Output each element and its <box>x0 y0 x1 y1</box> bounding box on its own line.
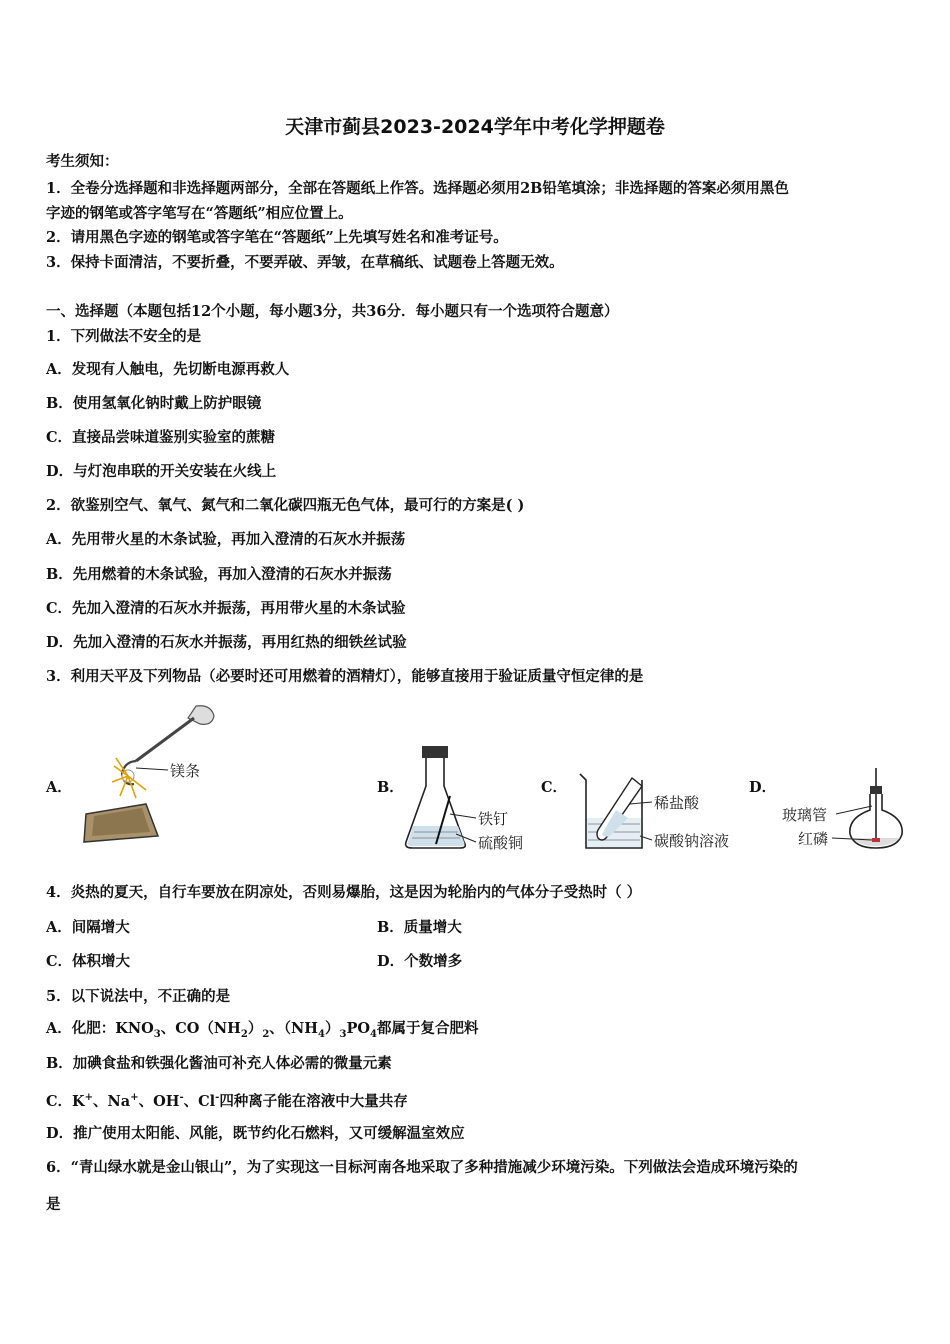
figure-d-flask <box>780 764 910 854</box>
figure-b-flask <box>400 742 550 854</box>
question-1-option-c: C．直接品尝味道鉴别实验室的蔗糖 <box>46 429 276 446</box>
question-5-option-d: D．推广使用太阳能、风能，既节约化石燃料，又可缓解温室效应 <box>46 1125 465 1142</box>
notice-item: 字迹的钢笔或答字笔写在“答题纸”相应位置上。 <box>46 205 353 222</box>
subscript: 2 <box>240 1028 248 1040</box>
figure-d-label: D． <box>749 779 777 796</box>
text: C．K <box>46 1092 85 1110</box>
label-magnesium-ribbon: 镁条 <box>170 762 201 780</box>
question-1-stem: 1．下列做法不安全的是 <box>46 328 202 345</box>
question-4-stem: 4．炎热的夏天，自行车要放在阴凉处，否则易爆胎，这是因为轮胎内的气体分子受热时（ ） <box>46 884 642 901</box>
question-3-stem: 3．利用天平及下列物品（必要时还可用燃着的酒精灯），能够直接用于验证质量守恒定律的是 <box>46 668 644 685</box>
label-glass-tube: 玻璃管 <box>782 806 828 824</box>
notice-item: 3．保持卡面清洁，不要折叠，不要弄破、弄皱，在草稿纸、试题卷上答题无效。 <box>46 254 564 271</box>
question-5-option-a <box>46 1019 916 1045</box>
figure-a-magnesium-burning <box>76 696 226 846</box>
subscript: 3 <box>339 1028 347 1040</box>
text: 、CO（NH <box>160 1020 241 1037</box>
question-1-option-d: D．与灯泡串联的开关安装在火线上 <box>46 463 277 480</box>
figure-c-label: C． <box>541 779 568 796</box>
subscript: 3 <box>153 1028 161 1040</box>
question-2-option-a: A．先用带火星的木条试验，再加入澄清的石灰水并振荡 <box>46 531 406 548</box>
question-1-option-b: B．使用氢氧化钠时戴上防护眼镜 <box>46 395 262 412</box>
question-4-option-d: D．个数增多 <box>377 953 463 970</box>
figure-b-label: B． <box>377 779 404 796</box>
text: 四种离子能在溶液中大量共存 <box>219 1092 408 1110</box>
text: PO <box>346 1020 370 1037</box>
question-5-option-c <box>46 1088 916 1112</box>
label-iron-nail: 铁钉 <box>478 810 509 828</box>
text: ） <box>247 1020 263 1037</box>
question-2-option-d: D．先加入澄清的石灰水并振荡，再用红热的细铁丝试验 <box>46 634 407 651</box>
question-1-option-a: A．发现有人触电，先切断电源再救人 <box>46 361 290 378</box>
text: A．化肥：KNO <box>46 1020 154 1037</box>
question-5-option-b: B．加碘食盐和铁强化酱油可补充人体必需的微量元素 <box>46 1055 392 1072</box>
superscript: + <box>130 1092 139 1103</box>
question-2-option-c: C．先加入澄清的石灰水并振荡，再用带火星的木条试验 <box>46 600 406 617</box>
superscript: - <box>179 1092 184 1103</box>
label-red-phosphorus: 红磷 <box>798 830 829 848</box>
question-6-stem: 6．“青山绿水就是金山银山”，为了实现这一目标河南各地采取了多种措施减少环境污染。下列做法会造成环境污染的 <box>46 1159 798 1176</box>
figure-a-label: A． <box>46 779 72 796</box>
subscript: 4 <box>370 1028 377 1040</box>
label-sodium-carbonate: 碳酸钠溶液 <box>654 832 730 850</box>
question-4-option-c: C．体积增大 <box>46 953 131 970</box>
notice-item: 2．请用黑色字迹的钢笔或答字笔在“答题纸”上先填写姓名和准考证号。 <box>46 229 508 246</box>
section-heading: 一、选择题（本题包括12个小题，每小题3分，共36分．每小题只有一个选项符合题意） <box>46 303 619 320</box>
text: 、Na <box>93 1092 131 1110</box>
text: 都属于复合肥料 <box>376 1020 479 1037</box>
question-2-stem: 2．欲鉴别空气、氧气、氮气和二氧化碳四瓶无色气体，最可行的方案是( ) <box>46 497 525 514</box>
question-5-stem: 5．以下说法中，不正确的是 <box>46 988 231 1005</box>
label-dilute-hcl: 稀盐酸 <box>654 794 700 812</box>
notice-item: 1．全卷分选择题和非选择题两部分，全部在答题纸上作答。选择题必须用2B铅笔填涂；非选择题的答案必须用黑色 <box>46 180 789 197</box>
subscript: 4 <box>318 1028 325 1040</box>
superscript: - <box>215 1092 220 1103</box>
subscript: 2 <box>262 1028 270 1040</box>
notice-heading: 考生须知： <box>46 153 119 170</box>
superscript: + <box>84 1092 94 1103</box>
question-6-stem-continued: 是 <box>46 1196 61 1213</box>
text: 、OH <box>138 1092 180 1110</box>
page-title: 天津市蓟县2023-2024学年中考化学押题卷 <box>285 116 665 138</box>
text: 、Cl <box>183 1092 216 1110</box>
text: 、（NH <box>269 1020 319 1037</box>
question-4-option-a: A．间隔增大 <box>46 919 130 936</box>
figure-c-beaker <box>572 768 752 854</box>
question-2-option-b: B．先用燃着的木条试验，再加入澄清的石灰水并振荡 <box>46 566 392 583</box>
question-4-option-b: B．质量增大 <box>377 919 462 936</box>
label-copper-sulfate: 硫酸铜 <box>478 834 524 852</box>
text: ） <box>324 1020 340 1037</box>
